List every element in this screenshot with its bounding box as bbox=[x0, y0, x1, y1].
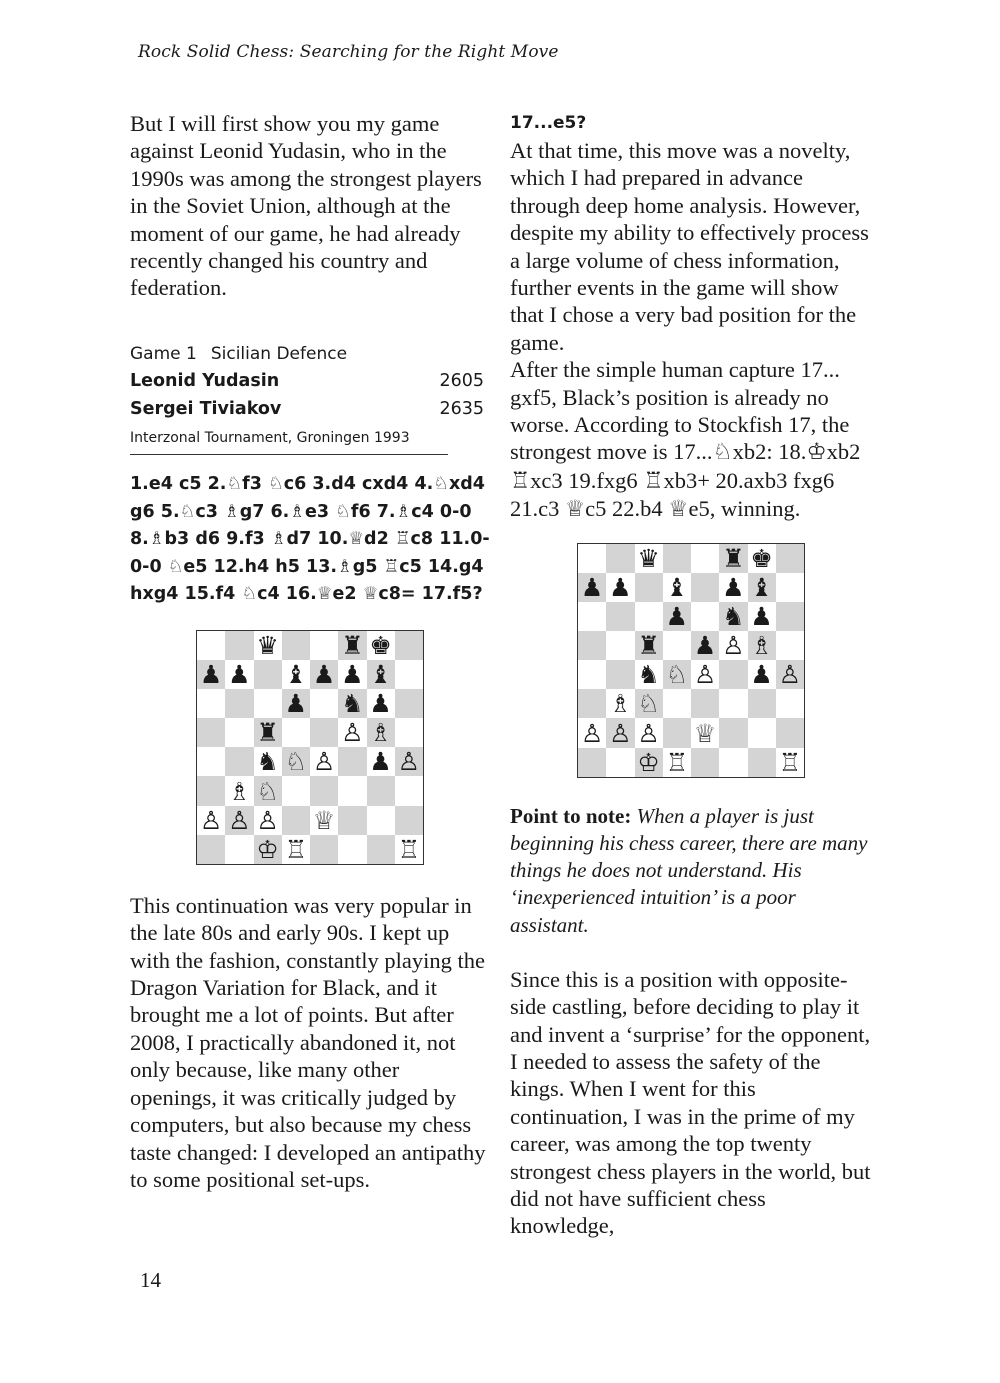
board-square bbox=[338, 631, 366, 660]
board-square bbox=[395, 631, 423, 660]
board-square bbox=[748, 602, 776, 631]
board-square bbox=[719, 573, 747, 602]
board-square bbox=[663, 660, 691, 689]
board-square bbox=[225, 835, 253, 864]
board-square bbox=[225, 718, 253, 747]
board-square bbox=[395, 776, 423, 805]
board-square bbox=[606, 544, 634, 573]
board-square bbox=[282, 660, 310, 689]
board-square bbox=[748, 660, 776, 689]
board-square bbox=[395, 718, 423, 747]
chess-piece-icon: ♖ bbox=[665, 747, 689, 777]
board-square bbox=[691, 748, 719, 777]
board-square bbox=[776, 544, 804, 573]
board-square bbox=[719, 718, 747, 747]
chess-piece-icon: ♟ bbox=[750, 660, 773, 690]
figurine-icon: ♘ bbox=[179, 501, 196, 522]
chess-piece-icon: ♞ bbox=[637, 660, 660, 690]
board-square bbox=[310, 689, 338, 718]
board-square bbox=[748, 748, 776, 777]
figurine-icon: ♘ bbox=[433, 474, 449, 495]
page-number: 14 bbox=[140, 1268, 161, 1292]
board-square bbox=[635, 689, 663, 718]
figurine-icon: ♘ bbox=[241, 584, 258, 605]
board-square bbox=[776, 718, 804, 747]
board-square bbox=[367, 689, 395, 718]
board-square bbox=[606, 660, 634, 689]
chess-piece-icon: ♙ bbox=[256, 805, 279, 835]
board-square bbox=[719, 748, 747, 777]
chess-piece-icon: ♛ bbox=[637, 543, 660, 573]
board-square bbox=[635, 573, 663, 602]
board-square bbox=[606, 602, 634, 631]
chess-piece-icon: ♙ bbox=[397, 747, 421, 777]
board-square bbox=[282, 747, 310, 776]
board-square bbox=[310, 747, 338, 776]
figurine-icon: ♖ bbox=[510, 467, 531, 494]
board-square bbox=[310, 718, 338, 747]
board-square bbox=[282, 776, 310, 805]
chess-piece-icon: ♟ bbox=[228, 660, 251, 690]
board-square bbox=[578, 689, 606, 718]
chess-piece-icon: ♟ bbox=[369, 689, 392, 719]
board-square bbox=[282, 689, 310, 718]
chess-piece-icon: ♘ bbox=[284, 747, 308, 777]
board-square bbox=[748, 689, 776, 718]
chess-piece-icon: ♝ bbox=[665, 572, 689, 602]
board-square bbox=[395, 689, 423, 718]
castling-paragraph: Since this is a position with opposite-side castling, before deciding to play it and invent a ‘surprise’ for the opponent, I needed to assess the safety of the kings. When I went for this continuation, I was in the prime of my career, was among the top twenty strongest chess players in the world, but did not have sufficient chess knowledge, bbox=[510, 966, 871, 1239]
board-square bbox=[663, 689, 691, 718]
chess-piece-icon: ♖ bbox=[284, 834, 308, 864]
chess-piece-icon: ♗ bbox=[228, 776, 251, 806]
board-square bbox=[254, 689, 282, 718]
white-player: Leonid Yudasin bbox=[130, 371, 280, 392]
board-square bbox=[776, 631, 804, 660]
board-square bbox=[197, 835, 225, 864]
chess-piece-icon: ♙ bbox=[609, 718, 632, 748]
board-square bbox=[691, 631, 719, 660]
chess-piece-icon: ♙ bbox=[637, 718, 660, 748]
board-square bbox=[310, 631, 338, 660]
chess-piece-icon: ♘ bbox=[256, 776, 279, 806]
board-square bbox=[310, 660, 338, 689]
continuation-paragraph: This continuation was very popular in the late 80s and early 90s. I kept up with the fashion, constantly playing the Dragon Variation for Black, and it brought me a lot of points. But after 2008, I practically abandoned it, not only because, like many other openings, it was critically judged by computers, but also because my chess taste changed: I developed an antipathy to some positional set-ups. bbox=[130, 892, 486, 1192]
chess-piece-icon: ♟ bbox=[722, 572, 745, 602]
board-square bbox=[225, 660, 253, 689]
board-square bbox=[338, 806, 366, 835]
board-square bbox=[578, 544, 606, 573]
chess-diagram-1 bbox=[196, 630, 424, 865]
figurine-icon: ♗ bbox=[270, 529, 287, 550]
board-square bbox=[338, 689, 366, 718]
chess-piece-icon: ♟ bbox=[341, 660, 364, 690]
figurine-icon: ♗ bbox=[337, 556, 353, 577]
chess-piece-icon: ♝ bbox=[750, 572, 773, 602]
chess-piece-icon: ♝ bbox=[369, 660, 392, 690]
board-square bbox=[663, 544, 691, 573]
figurine-icon: ♕ bbox=[668, 496, 689, 523]
board-square bbox=[691, 544, 719, 573]
white-player-line bbox=[130, 368, 484, 396]
board-square bbox=[748, 718, 776, 747]
board-square bbox=[225, 806, 253, 835]
board-square bbox=[635, 631, 663, 660]
chess-piece-icon: ♔ bbox=[256, 834, 279, 864]
board-square bbox=[395, 747, 423, 776]
board-square bbox=[310, 776, 338, 805]
board-square bbox=[338, 718, 366, 747]
board-square bbox=[719, 602, 747, 631]
chess-piece-icon: ♙ bbox=[778, 660, 802, 690]
board-square bbox=[367, 835, 395, 864]
board-square bbox=[282, 835, 310, 864]
move-heading: 17...e5? bbox=[510, 113, 587, 133]
chess-piece-icon: ♜ bbox=[256, 718, 279, 748]
chess-piece-icon: ♕ bbox=[693, 718, 717, 748]
board-square bbox=[663, 573, 691, 602]
figurine-icon: ♕ bbox=[362, 584, 379, 605]
board-square bbox=[395, 660, 423, 689]
board-square bbox=[367, 747, 395, 776]
board-square bbox=[691, 718, 719, 747]
board-square bbox=[578, 660, 606, 689]
board-square bbox=[606, 631, 634, 660]
running-head: Rock Solid Chess: Searching for the Right Move bbox=[138, 42, 559, 62]
board-square bbox=[635, 660, 663, 689]
board-square bbox=[338, 747, 366, 776]
chess-piece-icon: ♜ bbox=[341, 630, 364, 660]
board-square bbox=[254, 660, 282, 689]
board-square bbox=[367, 718, 395, 747]
chess-piece-icon: ♟ bbox=[284, 689, 308, 719]
chess-piece-icon: ♜ bbox=[637, 631, 660, 661]
board-square bbox=[338, 776, 366, 805]
board-square bbox=[719, 689, 747, 718]
figurine-icon: ♗ bbox=[223, 501, 240, 522]
chess-piece-icon: ♚ bbox=[369, 630, 392, 660]
board-square bbox=[578, 573, 606, 602]
game-number: Game 1 bbox=[130, 343, 197, 364]
board-square bbox=[691, 602, 719, 631]
board-square bbox=[691, 573, 719, 602]
board-square bbox=[719, 660, 747, 689]
board-square bbox=[197, 747, 225, 776]
chess-piece-icon: ♙ bbox=[693, 660, 717, 690]
figurine-icon: ♘ bbox=[268, 474, 284, 495]
chess-piece-icon: ♟ bbox=[750, 602, 773, 631]
board-square bbox=[719, 631, 747, 660]
figurine-icon: ♘ bbox=[226, 474, 243, 495]
board-square bbox=[776, 748, 804, 777]
board-square bbox=[254, 806, 282, 835]
chess-piece-icon: ♟ bbox=[199, 660, 223, 690]
chess-piece-icon: ♟ bbox=[580, 572, 604, 602]
board-square bbox=[254, 776, 282, 805]
right-column bbox=[510, 110, 872, 1240]
board-square bbox=[606, 718, 634, 747]
chess-piece-icon: ♖ bbox=[778, 747, 802, 777]
chess-piece-icon: ♝ bbox=[284, 660, 308, 690]
board-square bbox=[748, 631, 776, 660]
board-square bbox=[367, 660, 395, 689]
chess-piece-icon: ♙ bbox=[341, 718, 364, 748]
black-player: Sergei Tiviakov bbox=[130, 398, 282, 419]
board-square bbox=[776, 573, 804, 602]
chess-piece-icon: ♚ bbox=[750, 543, 773, 573]
game-opening: Sicilian Defence bbox=[210, 343, 348, 364]
board-square bbox=[254, 747, 282, 776]
black-rating: 2635 bbox=[439, 398, 484, 419]
board-square bbox=[197, 806, 225, 835]
board-square bbox=[254, 835, 282, 864]
board-square bbox=[338, 660, 366, 689]
board-square bbox=[606, 573, 634, 602]
board-square bbox=[225, 776, 253, 805]
board-square bbox=[606, 689, 634, 718]
board-square bbox=[719, 544, 747, 573]
board-square bbox=[197, 689, 225, 718]
board-square bbox=[663, 631, 691, 660]
board-square bbox=[691, 689, 719, 718]
chess-piece-icon: ♔ bbox=[637, 747, 660, 777]
figurine-icon: ♖ bbox=[383, 556, 400, 577]
novelty-paragraph: At that time, this move was a novelty, which I had prepared in advance through deep home analysis. However, despite my ability to effectively process a large volume of chess information, further events in the game will show that I chose a very bad position for the game. bbox=[510, 138, 869, 355]
board-square bbox=[748, 544, 776, 573]
chess-piece-icon: ♗ bbox=[609, 689, 632, 719]
board-square bbox=[606, 748, 634, 777]
board-square bbox=[395, 806, 423, 835]
chess-piece-icon: ♙ bbox=[199, 805, 223, 835]
board-square bbox=[578, 631, 606, 660]
chess-piece-icon: ♘ bbox=[665, 660, 689, 690]
game-moves: 1.e4 c5 2.♘f3 ♘c6 3.d4 cxd4 4.♘xd4 g6 5.♘c3 ♗g7 6.♗e3 ♘f6 7.♗c4 0-0 8.♗b3 d6 9.f3 ♗d7 10.♕d2 ♖c8 11.0-0-0 ♘e5 12.h4 h5 13.♗g5 ♖c5 14.g4 hxg4 15.f4 ♘c4 16.♕e2 ♕c8= 17.f5? bbox=[130, 474, 490, 605]
game-header bbox=[130, 341, 484, 456]
game-label bbox=[130, 341, 484, 369]
intro-paragraph: But I will first show you my game against Leonid Yudasin, who in the 1990s was among the strongest players in the Soviet Union, although at the moment of our game, he had already recently changed his country and federation. bbox=[130, 111, 482, 301]
figurine-icon: ♘ bbox=[167, 556, 184, 577]
figurine-icon: ♖ bbox=[643, 467, 664, 494]
chess-piece-icon: ♟ bbox=[609, 572, 632, 602]
board-square bbox=[197, 631, 225, 660]
board-square bbox=[310, 806, 338, 835]
chess-piece-icon: ♜ bbox=[722, 543, 745, 573]
chess-piece-icon: ♕ bbox=[312, 805, 336, 835]
board-square bbox=[254, 631, 282, 660]
black-player-line bbox=[130, 396, 484, 424]
point-to-note bbox=[510, 803, 872, 939]
chess-piece-icon: ♞ bbox=[722, 602, 745, 631]
white-rating: 2605 bbox=[439, 371, 484, 392]
chess-piece-icon: ♟ bbox=[693, 631, 717, 661]
board-square bbox=[776, 689, 804, 718]
board-square bbox=[254, 718, 282, 747]
chess-piece-icon: ♟ bbox=[665, 602, 689, 631]
board-square bbox=[395, 835, 423, 864]
chess-piece-icon: ♞ bbox=[256, 747, 279, 777]
chess-piece-icon: ♗ bbox=[369, 718, 392, 748]
board-square bbox=[282, 806, 310, 835]
chess-piece-icon: ♗ bbox=[750, 631, 773, 661]
chess-piece-icon: ♙ bbox=[228, 805, 251, 835]
chess-piece-icon: ♛ bbox=[256, 630, 279, 660]
board-square bbox=[225, 689, 253, 718]
board-square bbox=[367, 631, 395, 660]
chess-piece-icon: ♙ bbox=[312, 747, 336, 777]
board-square bbox=[310, 835, 338, 864]
board-square bbox=[578, 748, 606, 777]
note-text: When a player is just beginning his chess career, there are many things he does not understand. His ‘inexperienced intuition’ is a poor assistant. bbox=[510, 803, 868, 937]
board-square bbox=[367, 806, 395, 835]
figurine-icon: ♗ bbox=[289, 501, 306, 522]
figurine-icon: ♖ bbox=[394, 529, 411, 550]
board-square bbox=[578, 718, 606, 747]
figurine-icon: ♕ bbox=[565, 496, 586, 523]
board-square bbox=[578, 602, 606, 631]
figurine-icon: ♕ bbox=[348, 529, 365, 550]
board-square bbox=[197, 718, 225, 747]
chess-piece-icon: ♞ bbox=[341, 689, 364, 719]
figurine-icon: ♔ bbox=[806, 439, 827, 466]
board-square bbox=[748, 573, 776, 602]
board-square bbox=[197, 660, 225, 689]
board-square bbox=[663, 748, 691, 777]
figurine-icon: ♕ bbox=[316, 584, 333, 605]
chess-piece-icon: ♙ bbox=[722, 631, 745, 661]
board-square bbox=[635, 748, 663, 777]
board-square bbox=[282, 718, 310, 747]
figurine-icon: ♘ bbox=[335, 501, 351, 522]
board-square bbox=[635, 602, 663, 631]
board-square bbox=[635, 718, 663, 747]
board-square bbox=[225, 747, 253, 776]
note-label: Point to note: bbox=[510, 803, 632, 828]
chess-piece-icon: ♟ bbox=[369, 747, 392, 777]
board-square bbox=[635, 544, 663, 573]
board-square bbox=[282, 631, 310, 660]
board-square bbox=[197, 776, 225, 805]
chess-piece-icon: ♘ bbox=[637, 689, 660, 719]
board-square bbox=[776, 602, 804, 631]
chess-piece-icon: ♟ bbox=[312, 660, 336, 690]
event-line: Interzonal Tournament, Groningen 1993 bbox=[130, 427, 448, 455]
left-column bbox=[130, 110, 490, 1193]
board-square bbox=[338, 835, 366, 864]
figurine-icon: ♗ bbox=[395, 501, 412, 522]
figurine-icon: ♘ bbox=[712, 439, 733, 466]
board-square bbox=[776, 660, 804, 689]
board-square bbox=[691, 660, 719, 689]
board-square bbox=[663, 718, 691, 747]
board-square bbox=[367, 776, 395, 805]
stockfish-paragraph: After the simple human capture 17... gxf5, Black’s position is already no worse. According to Stockfish 17, the strongest move is 17...♘xb2: 18.♔xb2 ♖xc3 19.fxg6 ♖xb3+ 20.axb3 fxg6 21.c3 ♕c5 22.b4 ♕e5, winning. bbox=[510, 357, 861, 523]
board-square bbox=[225, 631, 253, 660]
chess-diagram-2 bbox=[577, 543, 805, 778]
board-square bbox=[663, 602, 691, 631]
chess-piece-icon: ♖ bbox=[397, 834, 421, 864]
figurine-icon: ♗ bbox=[148, 529, 165, 550]
chess-piece-icon: ♙ bbox=[580, 718, 604, 748]
